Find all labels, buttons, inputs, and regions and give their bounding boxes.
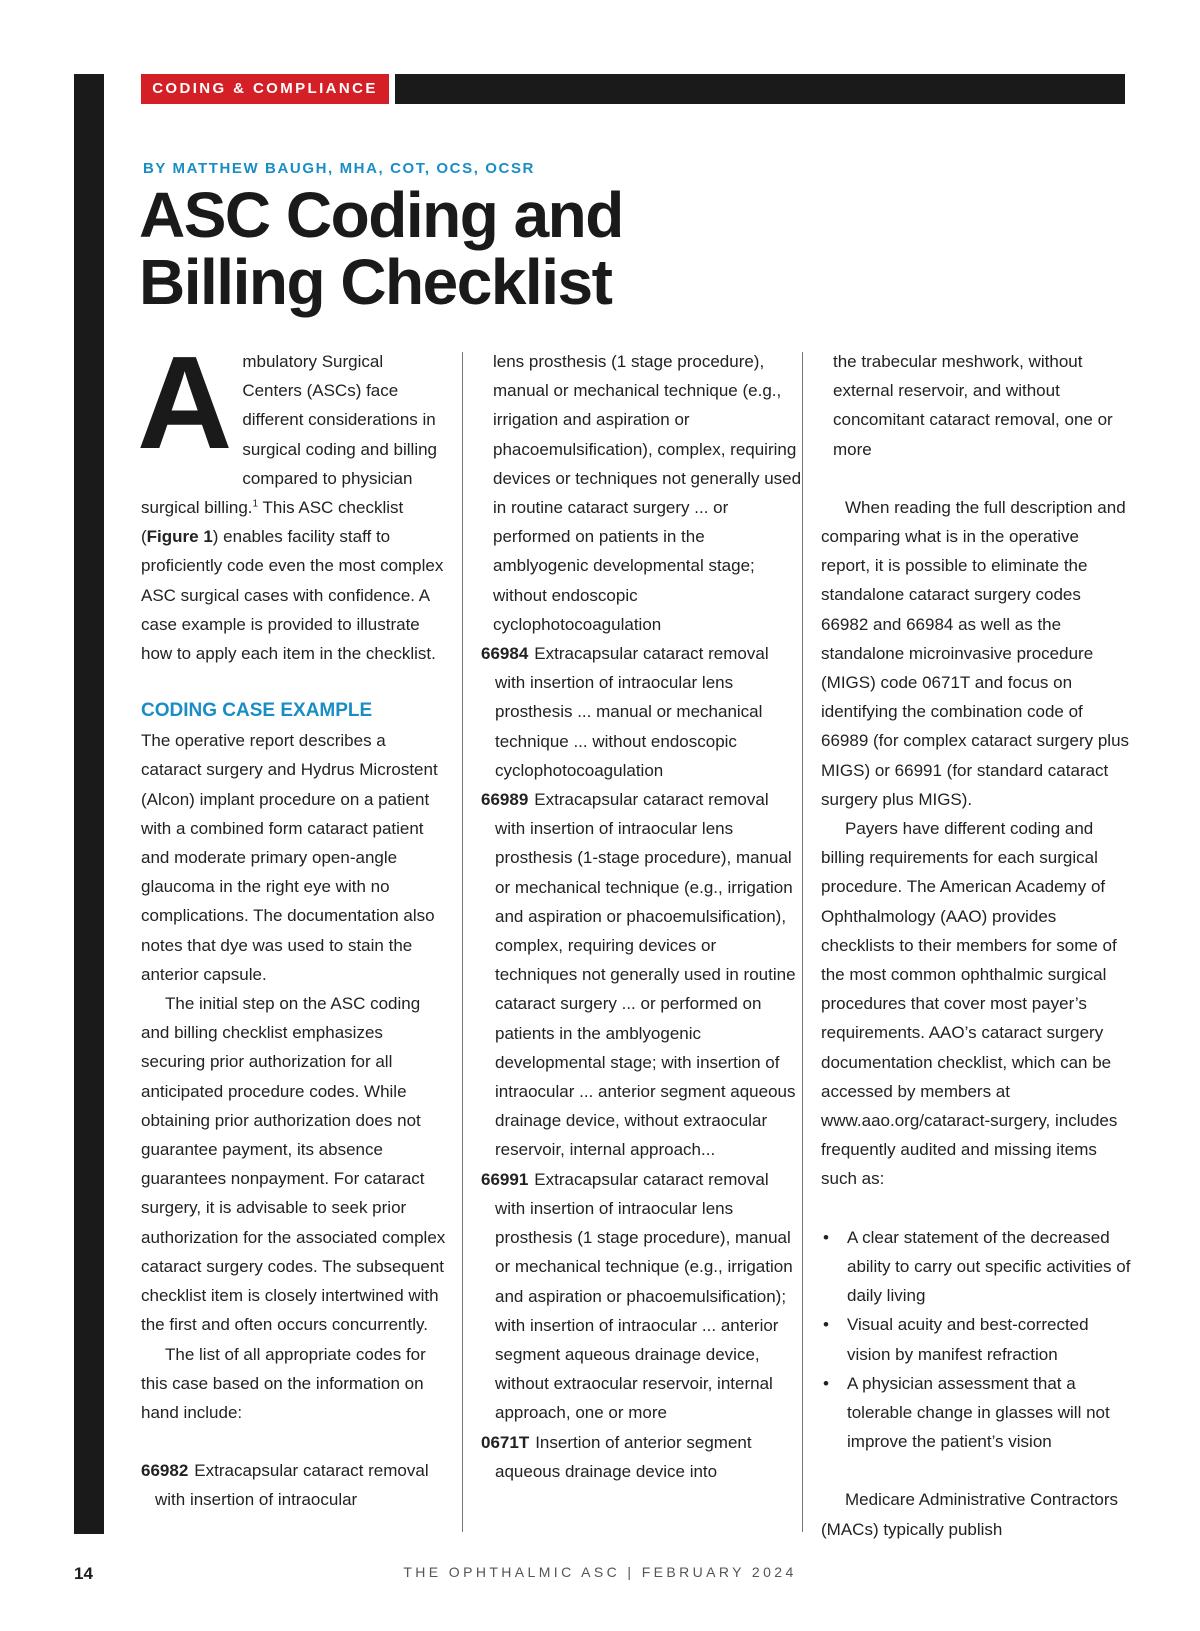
column-3 [821, 347, 1131, 1544]
code-entry-66984 [481, 639, 803, 785]
paragraph: Medicare Administrative Contractors (MACs) typically publish [821, 1490, 1119, 1539]
spacer [141, 1427, 446, 1456]
paragraph: Payers have different coding and billing requirements for each surgical procedure. The American Academy of Ophthalmology (AAO) provides checklists to their members for some of the most common ophthalmic surgical procedures that cover most payer’s requirements. AAO’s cataract surgery documentation checklist, which can be accessed by members at www.aao.org/cataract-surgery, includes frequently audited and missing items such as: [821, 819, 1118, 1189]
spacer [821, 1456, 1131, 1485]
drop-cap: A [137, 329, 233, 476]
code-number: 66984 [481, 644, 529, 664]
code-entry-0671T [481, 1428, 803, 1486]
byline: BY MATTHEW BAUGH, MHA, COT, OCS, OCSR [143, 160, 535, 177]
code-number: 0671T [481, 1432, 530, 1452]
bullet-list [821, 1223, 1131, 1457]
intro-text-a: mbulatory Surgical Centers (ASCs) face different considerations in surgical coding and billing compared to physician surgical billing. [141, 352, 438, 518]
code-description-continued: the trabecular meshwork, without external reservoir, and without concomitant cataract removal, one or more [833, 352, 1113, 459]
magazine-footer: THE OPHTHALMIC ASC | FEBRUARY 2024 [403, 1564, 797, 1580]
column-2 [481, 347, 803, 1486]
code-entry-66991 [481, 1165, 803, 1428]
paragraph: When reading the full description and comparing what is in the operative report, it is possible to eliminate the standalone cataract surgery codes 66982 and 66984 as well as the standalone microinvasive procedure (MIGS) code 0671T and focus on identifying the combination code of 66989 (for complex cataract surgery plus MIGS) or 66991 (for standard cataract surgery plus MIGS). [821, 497, 1130, 809]
code-description: Extracapsular cataract removal with insertion of intraocular lens prosthesis ... manual or mechanical technique ... without endoscopic cyclophotocoagulation [495, 644, 769, 780]
intro-text-b: This ASC checklist ( [141, 498, 404, 547]
figure-ref: Figure 1 [146, 527, 213, 547]
footnote-ref: 1 [252, 498, 259, 510]
paragraph: The list of all appropriate codes for this case based on the information on hand include: [141, 1344, 426, 1422]
code-entry-66989 [481, 785, 803, 1165]
paragraph: The operative report describes a cataract surgery and Hydrus Microstent (Alcon) implant procedure on a patient with a combined form cataract patient and moderate primary open-angle glaucoma in the right eye with no complications. The documentation also notes that dye was used to stain the anterior capsule. [141, 731, 438, 984]
code-number: 66989 [481, 790, 529, 810]
code-description: Extracapsular cataract removal with insertion of intraocular lens prosthesis (1-stage procedure), manual or mechanical technique (e.g., irrigation and aspiration or phacoemulsification), complex, requiring devices or techniques not generally used in routine cataract surgery ... or performed on patients in the amblyogenic developmental stage; with insertion of intraocular ... anterior segment aqueous drainage device, without extraocular reservoir, internal approach... [495, 790, 796, 1160]
code-description-continued: lens prosthesis (1 stage procedure), manual or mechanical technique (e.g., irrigation and aspiration or phacoemulsification), complex, requiring devices or techniques not generally used in routine cataract surgery ... or performed on patients in the amblyogenic developmental stage; without endoscopic cyclophotocoagulation [493, 352, 802, 634]
top-accent-bar [395, 74, 1125, 104]
column-1 [137, 329, 446, 1515]
title-line-2: Billing Checklist [139, 246, 612, 318]
subheading-coding-case: CODING CASE EXAMPLE [141, 700, 373, 722]
code-description: Insertion of anterior segment aqueous drainage device into [495, 1432, 752, 1481]
code-number: 66991 [481, 1169, 529, 1189]
page-number: 14 [74, 1564, 93, 1583]
list-item: • A clear statement of the decreased ability to carry out specific activities of daily living [847, 1223, 1131, 1311]
code-description: Extracapsular cataract removal with insertion of intraocular [155, 1461, 429, 1510]
left-accent-bar [74, 74, 104, 1534]
intro-paragraph [137, 329, 446, 668]
title-line-1: ASC Coding and [139, 179, 623, 251]
list-item: • Visual acuity and best-corrected vision by manifest refraction [847, 1310, 1131, 1368]
code-description: Extracapsular cataract removal with insertion of intraocular lens prosthesis (1 stage procedure), manual or mechanical technique (e.g., irrigation and aspiration or phacoemulsification); with insertion of intraocular ... anterior segment aqueous drainage device, without extraocular reservoir, internal approach, one or more [495, 1169, 793, 1423]
paragraph: The initial step on the ASC coding and billing checklist emphasizes securing prior authorization for all anticipated procedure codes. While obtaining prior authorization does not guarantee payment, its absence guarantees nonpayment. For cataract surgery, it is advisable to seek prior authorization for the associated complex cataract surgery codes. The subsequent checklist item is closely intertwined with the first and often occurs concurrently. [141, 994, 446, 1335]
list-item: • A physician assessment that a tolerable change in glasses will not improve the patient’s vision [847, 1369, 1131, 1457]
intro-text-c: ) enables facility staff to proficiently code even the most complex ASC surgical cases with confidence. A case example is provided to illustrate how to apply each item in the checklist. [141, 527, 444, 664]
section-tag: CODING & COMPLIANCE [141, 74, 389, 104]
spacer [821, 464, 1131, 493]
spacer [821, 1194, 1131, 1223]
code-entry-66982 [141, 1456, 446, 1514]
column-divider-1 [462, 352, 463, 1532]
code-number: 66982 [141, 1461, 189, 1481]
article-title [139, 179, 839, 318]
